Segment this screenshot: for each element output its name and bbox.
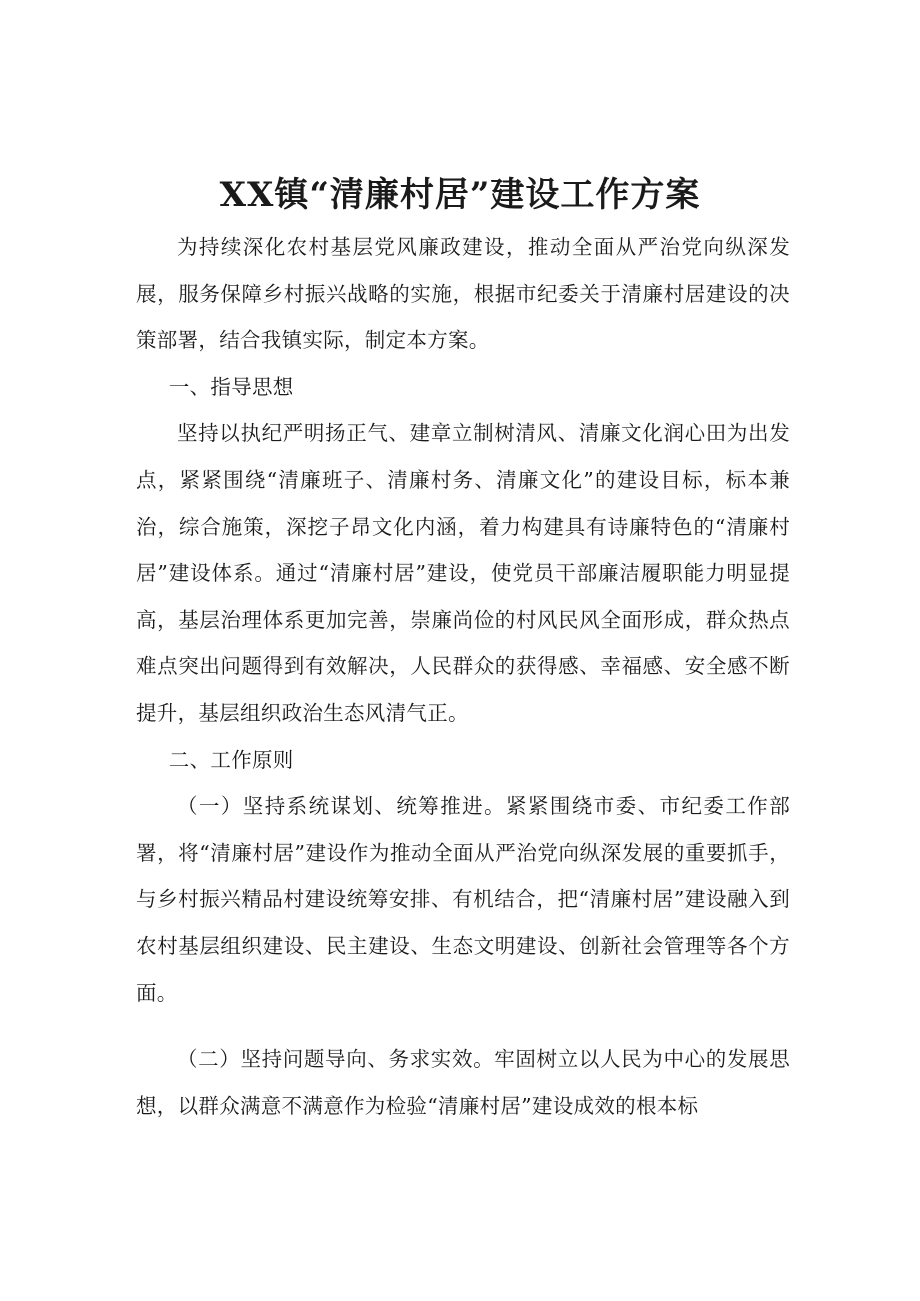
section-heading-work-principles: 二、工作原则 <box>168 747 294 772</box>
document-body <box>136 224 790 1129</box>
principle-item-2: （二）坚持问题导向、务求实效。牢固树立以人民为中心的发展思想，以群众满意不满意作为检验“清廉村居”建设成效的根本标 <box>136 1047 790 1118</box>
intro-paragraph: 为持续深化农村基层党风廉政建设，推动全面从严治党向纵深发展，服务保障乡村振兴战略的实施，根据市纪委关于清廉村居建设的决策部署，结合我镇实际，制定本方案。 <box>136 235 790 353</box>
guiding-ideology-paragraph: 坚持以执纪严明扬正气、建章立制树清风、清廉文化润心田为出发点，紧紧围绕“清廉班子、清廉村务、清廉文化”的建设目标，标本兼治，综合施策，深挖子昂文化内涵，着力构建具有诗廉特色的“清廉村居”建设体系。通过“清廉村居”建设，使党员干部廉洁履职能力明显提高，基层治理体系更加完善，崇廉尚俭的村风民风全面形成，群众热点难点突出问题得到有效解决，人民群众的获得感、幸福感、安全感不断提升，基层组织政治生态风清气正。 <box>136 421 790 725</box>
principle-item-1: （一）坚持系统谋划、统筹推进。紧紧围绕市委、市纪委工作部署，将“清廉村居”建设作为推动全面从严治党向纵深发展的重要抓手，与乡村振兴精品村建设统筹安排、有机结合，把“清廉村居”建设融入到农村基层组织建设、民主建设、生态文明建设、创新社会管理等各个方面。 <box>136 794 790 1005</box>
paragraph-gap <box>136 1016 790 1036</box>
section-heading-guiding-ideology: 一、指导思想 <box>168 374 294 399</box>
document-title: XX镇“清廉村居”建设工作方案 <box>219 175 701 215</box>
